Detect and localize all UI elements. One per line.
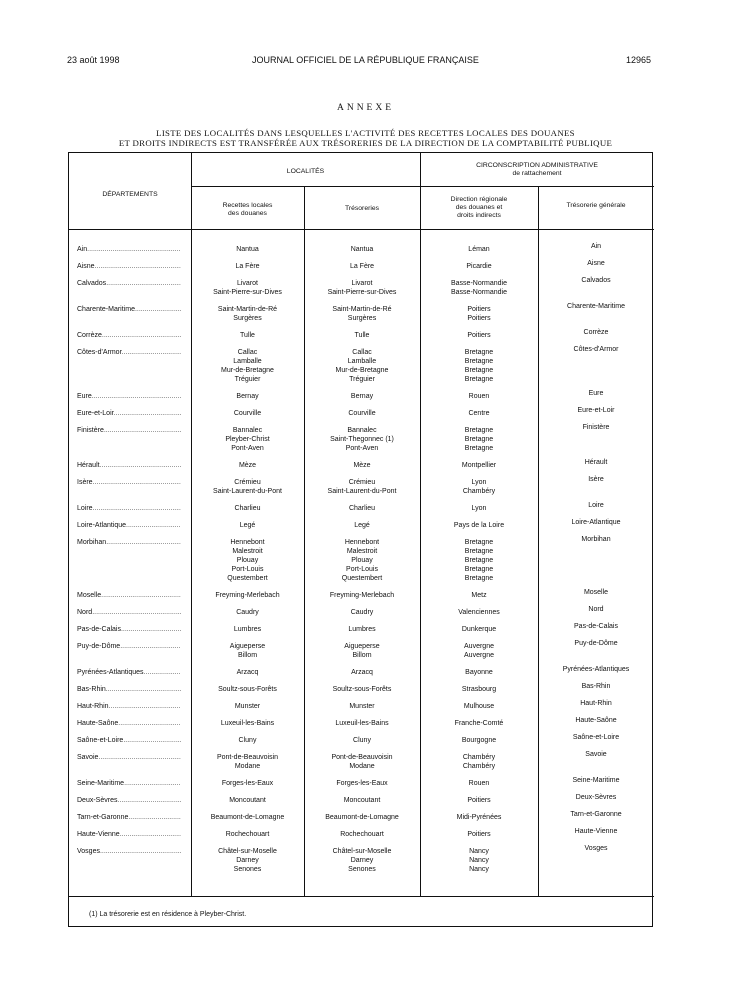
direction-regionale-line: Rouen [468, 393, 490, 400]
direction-regionale-cell [420, 461, 538, 470]
tresorerie-generale-cell: Hérault [584, 459, 608, 466]
tresorerie-line: Aigueperse [344, 643, 380, 650]
recette-locale-cell [191, 409, 304, 418]
tresorerie-cell [304, 813, 420, 822]
col-header-tresoreries: Trésoreries [344, 205, 380, 212]
recette-locale-cell [191, 668, 304, 677]
direction-regionale-line: Bretagne [464, 358, 494, 365]
direction-regionale-line: Chambéry [462, 488, 496, 495]
departement-name: Moselle ..... [77, 591, 181, 600]
tresorerie-cell [304, 521, 420, 530]
tresorerie-generale-cell: Eure-et-Loir [577, 407, 615, 414]
tresorerie-line: Tulle [354, 332, 370, 339]
tresorerie-line: Bannalec [347, 427, 377, 434]
departement-name: Haute-Vienne ..... [77, 830, 181, 839]
recette-locale-line: Saint-Laurent-du-Pont [213, 488, 282, 495]
departement-name: Bas-Rhin ..... [77, 685, 181, 694]
tresorerie-generale-cell: Morbihan [581, 536, 611, 543]
recette-locale-line: Hennebont [230, 539, 265, 546]
direction-regionale-line: Bretagne [464, 427, 494, 434]
recette-locale-cell [191, 813, 304, 822]
direction-regionale-line: Bretagne [464, 376, 494, 383]
tresorerie-line: La Fère [349, 263, 375, 270]
direction-regionale-line: Basse-Normandie [450, 280, 508, 287]
direction-regionale-line: Bretagne [464, 436, 494, 443]
direction-regionale-cell [420, 813, 538, 822]
direction-regionale-cell [420, 262, 538, 271]
recette-locale-cell [191, 521, 304, 530]
direction-regionale-cell [420, 642, 538, 660]
tresorerie-cell [304, 245, 420, 254]
tresorerie-line: Legé [354, 522, 370, 529]
tresorerie-cell [304, 796, 420, 805]
tresorerie-line: Charlieu [348, 505, 376, 512]
tresorerie-cell [304, 702, 420, 711]
direction-regionale-line: Nancy [469, 866, 489, 873]
direction-regionale-line: Rouen [468, 780, 490, 787]
recette-locale-cell [191, 478, 304, 496]
direction-regionale-line: Poitiers [467, 831, 491, 838]
direction-regionale-line: Bayonne [465, 669, 493, 676]
tresorerie-cell [304, 736, 420, 745]
direction-regionale-line: Bretagne [464, 367, 494, 374]
tresorerie-line: Plouay [351, 557, 373, 564]
recette-locale-cell [191, 461, 304, 470]
tresorerie-generale-cell: Haut-Rhin [580, 700, 612, 707]
departement-name: Côtes-d'Armor ..... [77, 348, 181, 357]
recette-locale-cell [191, 504, 304, 513]
direction-regionale-line: Bretagne [464, 539, 494, 546]
direction-regionale-line: Bretagne [464, 575, 494, 582]
tresorerie-cell [304, 331, 420, 340]
tresorerie-generale-cell: Vosges [584, 845, 608, 852]
recette-locale-cell [191, 331, 304, 340]
departement-name: Loire-Atlantique ..... [77, 521, 181, 530]
recette-locale-line: Livarot [236, 280, 258, 287]
group-header-circonscription: CIRCONSCRIPTION ADMINISTRATIVE de rattachement [476, 162, 598, 177]
direction-regionale-line: Chambéry [462, 754, 496, 761]
tresorerie-cell [304, 478, 420, 496]
recette-locale-line: Mèze [238, 462, 257, 469]
recette-locale-line: Senones [233, 866, 262, 873]
tresorerie-generale-cell: Calvados [581, 277, 611, 284]
recette-locale-cell [191, 642, 304, 660]
tresorerie-line: Surgères [347, 315, 377, 322]
recette-locale-line: Saint-Pierre-sur-Dives [213, 289, 282, 296]
tresorerie-generale-cell: Charente-Maritime [567, 303, 625, 310]
departement-name: Seine-Maritime ..... [77, 779, 181, 788]
direction-regionale-line: Bourgogne [461, 737, 497, 744]
tresorerie-line: Freyming-Merlebach [329, 592, 395, 599]
tresorerie-line: Port-Louis [346, 566, 378, 573]
departement-name: Aisne ..... [77, 262, 181, 271]
recette-locale-cell [191, 538, 304, 583]
tresorerie-cell [304, 719, 420, 728]
direction-regionale-line: Franche-Comté [454, 720, 504, 727]
direction-regionale-line: Dunkerque [461, 626, 497, 633]
recette-locale-line: Pont-de-Beauvoisin [216, 754, 279, 761]
recette-locale-line: Forges-les-Eaux [221, 780, 274, 787]
tresorerie-cell [304, 753, 420, 771]
recette-locale-line: Aigueperse [229, 643, 266, 650]
recette-locale-line: Pleyber-Christ [225, 436, 270, 443]
tresorerie-generale-cell: Pyrénées-Atlantiques [562, 666, 630, 673]
departement-name: Puy-de-Dôme ..... [77, 642, 181, 651]
direction-regionale-cell [420, 796, 538, 805]
tresorerie-line: Forges-les-Eaux [336, 780, 388, 787]
recette-locale-line: Rochechouart [225, 831, 270, 838]
recette-locale-cell [191, 830, 304, 839]
tresorerie-generale-cell: Finistère [582, 424, 610, 431]
recette-locale-line: Soultz-sous-Forêts [218, 686, 277, 693]
col-header-recettes: Recettes locales des douanes [222, 202, 273, 217]
direction-regionale-cell [420, 753, 538, 771]
tresorerie-line: Nantua [350, 246, 374, 253]
tresorerie-cell [304, 625, 420, 634]
recette-locale-line: Lumbres [233, 626, 262, 633]
recette-locale-line: Crémieu [234, 479, 261, 486]
departement-name: Eure-et-Loir ..... [77, 409, 181, 418]
departement-name: Isère ..... [77, 478, 181, 487]
direction-regionale-cell [420, 305, 538, 323]
direction-regionale-line: Montpellier [461, 462, 497, 469]
departement-name: Eure ..... [77, 392, 181, 401]
tresorerie-cell [304, 348, 420, 384]
recette-locale-line: Surgères [233, 315, 262, 322]
tresorerie-cell [304, 668, 420, 677]
tresorerie-line: Beaumont-de-Lomagne [325, 814, 399, 821]
tresorerie-line: Tréguier [349, 376, 375, 383]
direction-regionale-line: Bretagne [464, 445, 494, 452]
tresorerie-cell [304, 305, 420, 323]
recette-locale-cell [191, 245, 304, 254]
recette-locale-line: Saint-Martin-de-Ré [217, 306, 278, 313]
direction-regionale-line: Lyon [471, 505, 487, 512]
recette-locale-cell [191, 685, 304, 694]
tresorerie-cell [304, 461, 420, 470]
direction-regionale-line: Poitiers [467, 315, 491, 322]
tresorerie-line: Pont-de-Beauvoisin [331, 754, 393, 761]
direction-regionale-cell [420, 719, 538, 728]
tresorerie-generale-cell: Loire-Atlantique [571, 519, 621, 526]
tresorerie-generale-cell: Bas-Rhin [581, 683, 611, 690]
tresorerie-line: Moncoutant [343, 797, 381, 804]
tresorerie-cell [304, 279, 420, 297]
direction-regionale-cell [420, 409, 538, 418]
recette-locale-line: Callac [237, 349, 258, 356]
footnote: (1) La trésorerie est en résidence à Pleyber-Christ. [89, 911, 247, 918]
tresorerie-generale-cell: Deux-Sèvres [575, 794, 617, 801]
tresorerie-generale-cell: Isère [588, 476, 604, 483]
direction-regionale-line: Strasbourg [461, 686, 497, 693]
departement-name: Nord ..... [77, 608, 181, 617]
tresorerie-line: Mèze [353, 462, 371, 469]
tresorerie-line: Questembert [341, 575, 383, 582]
recette-locale-line: La Fère [235, 263, 260, 270]
direction-regionale-line: Bretagne [464, 566, 494, 573]
recette-locale-line: Malestroit [232, 548, 263, 555]
tresorerie-cell [304, 504, 420, 513]
direction-regionale-line: Poitiers [467, 797, 491, 804]
annex-title: ANNEXE [336, 103, 395, 113]
direction-regionale-cell [420, 591, 538, 600]
direction-regionale-line: Bretagne [464, 548, 494, 555]
recette-locale-line: Plouay [236, 557, 259, 564]
direction-regionale-cell [420, 521, 538, 530]
recette-locale-cell [191, 262, 304, 271]
direction-regionale-line: Valenciennes [458, 609, 500, 616]
departement-name: Finistère ..... [77, 426, 181, 435]
departement-name: Loire ..... [77, 504, 181, 513]
recette-locale-line: Arzacq [236, 669, 259, 676]
tresorerie-line: Livarot [351, 280, 373, 287]
recette-locale-line: Darney [236, 857, 259, 864]
col-header-departements: DÉPARTEMENTS [102, 191, 158, 198]
departement-name: Ain ..... [77, 245, 181, 254]
departement-name: Pas-de-Calais ..... [77, 625, 181, 634]
tresorerie-generale-cell: Puy-de-Dôme [574, 640, 618, 647]
group-header-localites: LOCALITÉS [286, 168, 325, 175]
tresorerie-line: Malestroit [346, 548, 378, 555]
tresorerie-line: Hennebont [344, 539, 380, 546]
recette-locale-line: Legé [239, 522, 256, 529]
tresorerie-cell [304, 685, 420, 694]
subtitle-line-1: LISTE DES LOCALITÉS DANS LESQUELLES L'ACTIVITÉ DES RECETTES LOCALES DES DOUANES [156, 128, 575, 138]
tresorerie-cell [304, 409, 420, 418]
recette-locale-line: Munster [234, 703, 261, 710]
tresorerie-generale-cell: Pas-de-Calais [574, 623, 618, 630]
tresorerie-line: Saint-Martin-de-Ré [332, 306, 392, 313]
direction-regionale-cell [420, 779, 538, 788]
departement-name: Haute-Saône ..... [77, 719, 181, 728]
tresorerie-generale-cell: Loire [588, 502, 604, 509]
tresorerie-generale-cell: Corrèze [583, 329, 609, 336]
tresorerie-line: Saint-Thegonnec (1) [330, 436, 394, 443]
tresorerie-line: Châtel-sur-Moselle [332, 848, 392, 855]
recette-locale-line: Pont-Aven [231, 445, 264, 452]
recette-locale-line: Freyming-Merlebach [215, 592, 280, 599]
departement-name: Calvados ..... [77, 279, 181, 288]
direction-regionale-cell [420, 685, 538, 694]
recette-locale-cell [191, 625, 304, 634]
tresorerie-cell [304, 591, 420, 600]
header-journal-title: JOURNAL OFFICIEL DE LA RÉPUBLIQUE FRANÇAISE [252, 55, 479, 65]
recette-locale-line: Modane [234, 763, 261, 770]
direction-regionale-line: Lyon [471, 479, 487, 486]
header-page-number: 12965 [626, 55, 652, 65]
recette-locale-line: Luxeuil-les-Bains [220, 720, 275, 727]
recette-locale-line: Moncoutant [229, 797, 266, 804]
tresorerie-generale-cell: Eure [588, 390, 604, 397]
recette-locale-cell [191, 702, 304, 711]
recette-locale-line: Cluny [238, 737, 257, 744]
direction-regionale-line: Basse-Normandie [450, 289, 508, 296]
recette-locale-cell [191, 736, 304, 745]
direction-regionale-line: Bretagne [464, 557, 494, 564]
tresorerie-generale-cell: Aisne [587, 260, 605, 267]
direction-regionale-line: Centre [468, 410, 490, 417]
departement-name: Tarn-et-Garonne ..... [77, 813, 181, 822]
tresorerie-cell [304, 608, 420, 617]
recette-locale-cell [191, 608, 304, 617]
departement-name: Haut-Rhin ..... [77, 702, 181, 711]
direction-regionale-line: Pays de la Loire [453, 522, 505, 529]
recette-locale-cell [191, 719, 304, 728]
recette-locale-cell [191, 426, 304, 453]
recette-locale-line: Port-Louis [231, 566, 264, 573]
departement-name: Charente-Maritime ..... [77, 305, 181, 314]
tresorerie-line: Cluny [353, 737, 371, 744]
tresorerie-line: Darney [350, 857, 374, 864]
direction-regionale-cell [420, 847, 538, 874]
direction-regionale-cell [420, 478, 538, 496]
departement-name: Hérault ..... [77, 461, 181, 470]
tresorerie-cell [304, 538, 420, 583]
departement-name: Pyrénées-Atlantiques ..... [77, 668, 181, 677]
tresorerie-generale-cell: Saône-et-Loire [572, 734, 620, 741]
direction-regionale-line: Bretagne [464, 349, 494, 356]
recette-locale-cell [191, 779, 304, 788]
col-header-direction: Direction régionale des douanes et droits indirects [450, 196, 508, 219]
tresorerie-cell [304, 779, 420, 788]
tresorerie-line: Modane [349, 763, 375, 770]
recette-locale-cell [191, 591, 304, 600]
tresorerie-line: Pont-Aven [345, 445, 379, 452]
recette-locale-line: Bannalec [232, 427, 263, 434]
tresorerie-line: Arzacq [351, 669, 373, 676]
direction-regionale-cell [420, 830, 538, 839]
tresorerie-generale-cell: Moselle [583, 589, 609, 596]
recette-locale-line: Châtel-sur-Moselle [218, 848, 277, 855]
tresorerie-line: Billom [352, 652, 372, 659]
tresorerie-cell [304, 642, 420, 660]
tresorerie-generale-cell: Haute-Vienne [574, 828, 618, 835]
direction-regionale-line: Picardie [466, 263, 492, 270]
direction-regionale-line: Poitiers [467, 306, 491, 313]
tresorerie-line: Munster [349, 703, 375, 710]
recette-locale-cell [191, 753, 304, 771]
direction-regionale-cell [420, 668, 538, 677]
direction-regionale-line: Chambéry [462, 763, 496, 770]
tresorerie-generale-cell: Savoie [585, 751, 607, 758]
tresorerie-line: Lamballe [347, 358, 377, 365]
tresorerie-line: Crémieu [348, 479, 376, 486]
direction-regionale-cell [420, 279, 538, 297]
tresorerie-line: Saint-Pierre-sur-Dives [327, 289, 397, 296]
recette-locale-line: Beaumont-de-Lomagne [210, 814, 285, 821]
tresorerie-generale-cell: Nord [588, 606, 604, 613]
direction-regionale-line: Midi-Pyrénées [456, 814, 502, 821]
recette-locale-line: Bernay [236, 393, 259, 400]
tresorerie-line: Senones [348, 866, 376, 873]
recette-locale-cell [191, 796, 304, 805]
tresorerie-line: Saint-Laurent-du-Pont [327, 488, 397, 495]
direction-regionale-cell [420, 625, 538, 634]
tresorerie-line: Rochechouart [340, 831, 384, 838]
recette-locale-cell [191, 279, 304, 297]
direction-regionale-cell [420, 426, 538, 453]
tresorerie-cell [304, 830, 420, 839]
tresorerie-line: Luxeuil-les-Bains [335, 720, 389, 727]
recette-locale-line: Billom [237, 652, 258, 659]
direction-regionale-line: Léman [468, 246, 490, 253]
recette-locale-line: Nantua [236, 246, 259, 253]
tresorerie-line: Lumbres [348, 626, 376, 633]
direction-regionale-cell [420, 348, 538, 384]
tresorerie-generale-cell: Haute-Saône [575, 717, 617, 724]
tresorerie-generale-cell: Seine-Maritime [572, 777, 620, 784]
recette-locale-cell [191, 847, 304, 874]
tresorerie-line: Soultz-sous-Forêts [332, 686, 392, 693]
recette-locale-line: Questembert [227, 575, 268, 582]
subtitle-line-2: ET DROITS INDIRECTS EST TRANSFÉRÉE AUX TRÉSORERIES DE LA DIRECTION DE LA COMPTABILITÉ PUBLIQUE [118, 138, 613, 148]
recette-locale-line: Courville [233, 410, 262, 417]
departement-name: Morbihan ..... [77, 538, 181, 547]
direction-regionale-cell [420, 504, 538, 513]
direction-regionale-cell [420, 736, 538, 745]
direction-regionale-cell [420, 608, 538, 617]
direction-regionale-cell [420, 538, 538, 583]
direction-regionale-cell [420, 702, 538, 711]
recette-locale-line: Mur-de-Bretagne [221, 367, 274, 374]
direction-regionale-cell [420, 392, 538, 401]
direction-regionale-cell [420, 245, 538, 254]
direction-regionale-line: Auvergne [464, 643, 494, 650]
recette-locale-cell [191, 348, 304, 384]
tresorerie-generale-cell: Côtes-d'Armor [573, 346, 619, 353]
direction-regionale-line: Metz [471, 592, 487, 599]
departement-name: Deux-Sèvres ..... [77, 796, 181, 805]
departement-name: Corrèze ..... [77, 331, 181, 340]
recette-locale-line: Tulle [240, 332, 255, 339]
recette-locale-cell [191, 392, 304, 401]
tresorerie-line: Callac [352, 349, 372, 356]
direction-regionale-line: Mulhouse [463, 703, 495, 710]
recette-locale-cell [191, 305, 304, 323]
departement-name: Vosges ..... [77, 847, 181, 856]
tresorerie-generale-cell: Tarn-et-Garonne [570, 811, 622, 818]
direction-regionale-line: Nancy [469, 857, 489, 864]
direction-regionale-cell [420, 331, 538, 340]
tresorerie-line: Mur-de-Bretagne [335, 367, 389, 374]
recette-locale-line: Lamballe [233, 358, 262, 365]
departement-name: Saône-et-Loire ..... [77, 736, 181, 745]
tresorerie-line: Courville [348, 410, 376, 417]
recette-locale-line: Charlieu [234, 505, 261, 512]
direction-regionale-line: Nancy [469, 848, 489, 855]
direction-regionale-line: Auvergne [464, 652, 494, 659]
recette-locale-line: Caudry [236, 609, 259, 616]
tresorerie-cell [304, 392, 420, 401]
tresorerie-generale-cell: Ain [590, 243, 602, 250]
tresorerie-cell [304, 262, 420, 271]
departement-name: Savoie ..... [77, 753, 181, 762]
localities-table [68, 152, 653, 927]
tresorerie-line: Bernay [350, 393, 374, 400]
tresorerie-line: Caudry [350, 609, 374, 616]
recette-locale-line: Tréguier [234, 376, 261, 383]
tresorerie-cell [304, 426, 420, 453]
col-header-tresorerie-generale: Trésorerie générale [566, 202, 626, 209]
direction-regionale-line: Poitiers [467, 332, 491, 339]
tresorerie-cell [304, 847, 420, 874]
header-date: 23 août 1998 [67, 55, 120, 65]
